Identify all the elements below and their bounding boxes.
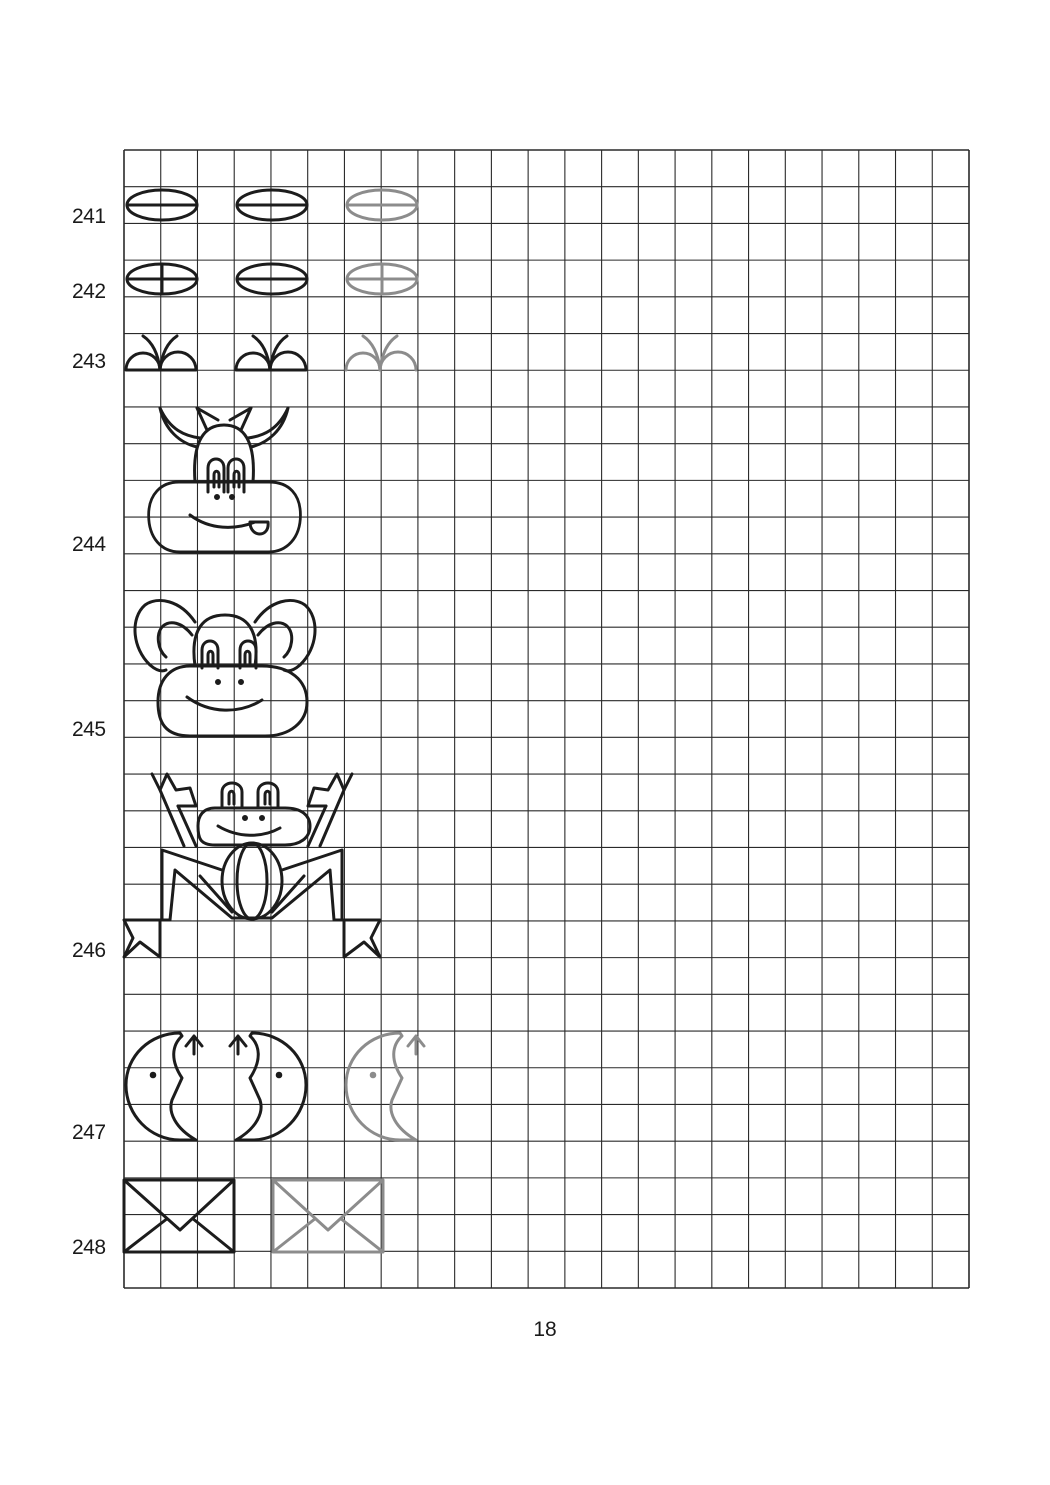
monkey-head-245 xyxy=(135,601,315,736)
pattern-242 xyxy=(127,264,417,294)
frog-leg-right xyxy=(242,850,342,920)
oval-242-copy xyxy=(237,264,307,294)
frog-eye-left xyxy=(222,783,242,808)
oval-241-model xyxy=(127,190,197,220)
frog-foot-left xyxy=(124,920,160,957)
monkey-smile xyxy=(187,697,262,710)
exercise-number-244: 244 xyxy=(72,533,106,556)
page-number: 18 xyxy=(533,1318,557,1341)
moon-247-copy xyxy=(230,1033,306,1140)
frog-leg-left xyxy=(162,850,262,920)
frog-arm-right xyxy=(308,790,344,846)
cow-eye-right xyxy=(228,459,244,492)
exercise-number-246: 246 xyxy=(72,939,106,962)
frog-arm-left xyxy=(160,790,196,846)
oval-241-trace xyxy=(347,190,417,220)
oval-cross-242-model xyxy=(127,264,197,294)
cow-horn-right xyxy=(248,408,288,447)
envelope-248-trace xyxy=(273,1180,383,1252)
cow-horn-left xyxy=(160,408,200,447)
frog-246 xyxy=(124,774,380,957)
exercise-number-248: 248 xyxy=(72,1236,106,1259)
pattern-241 xyxy=(127,190,417,220)
envelope-248-model xyxy=(124,1180,234,1252)
oval-241-copy xyxy=(237,190,307,220)
pattern-247 xyxy=(126,1033,424,1140)
exercise-number-241: 241 xyxy=(72,205,106,228)
frog-eye-right xyxy=(258,783,278,808)
monkey-ear-right xyxy=(255,601,315,671)
frog-foot-right xyxy=(344,920,380,957)
exercise-number-242: 242 xyxy=(72,280,106,303)
exercise-number-245: 245 xyxy=(72,718,106,741)
moon-247-model xyxy=(126,1033,202,1140)
exercise-number-247: 247 xyxy=(72,1121,106,1144)
frog-face xyxy=(198,808,310,845)
square-grid xyxy=(124,150,969,1288)
cow-eye-left xyxy=(208,459,224,492)
monkey-ear-left xyxy=(135,601,195,671)
exercise-number-243: 243 xyxy=(72,350,106,373)
oval-cross-242-trace xyxy=(347,264,417,294)
moon-247-trace xyxy=(346,1033,424,1140)
frog-belly xyxy=(222,843,282,919)
